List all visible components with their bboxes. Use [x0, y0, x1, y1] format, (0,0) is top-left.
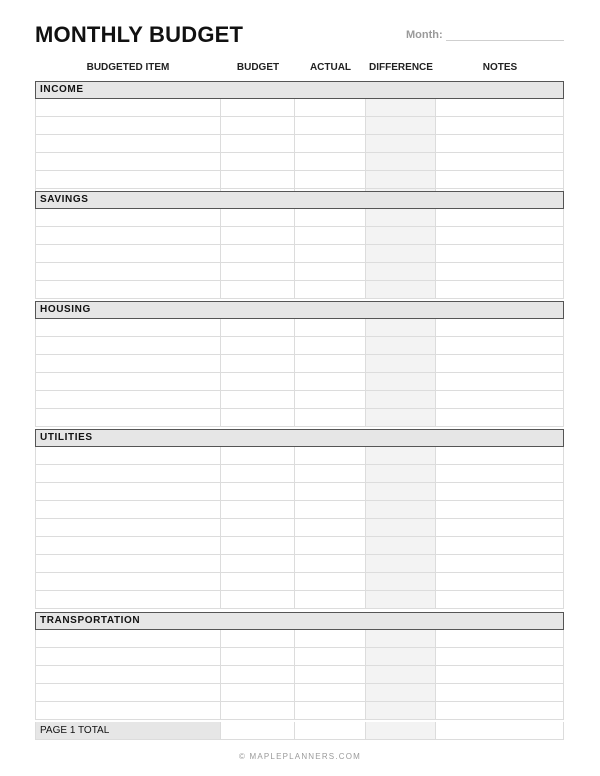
notes-cell[interactable]: [436, 447, 564, 464]
budget-cell[interactable]: [221, 648, 295, 665]
table-row: [35, 537, 564, 555]
section-header-savings: SAVINGS: [35, 191, 564, 209]
difference-cell[interactable]: [366, 153, 436, 170]
difference-cell[interactable]: [366, 245, 436, 262]
table-row: [35, 319, 564, 337]
item-cell[interactable]: [35, 355, 221, 372]
table-row: [35, 355, 564, 373]
item-cell[interactable]: [35, 245, 221, 262]
total-label: PAGE 1 TOTAL: [35, 722, 221, 739]
actual-cell[interactable]: [295, 447, 366, 464]
notes-cell[interactable]: [436, 373, 564, 390]
notes-cell[interactable]: [436, 245, 564, 262]
budget-cell[interactable]: [221, 319, 295, 336]
notes-cell[interactable]: [436, 666, 564, 683]
section-header-housing: HOUSING: [35, 301, 564, 319]
actual-cell[interactable]: [295, 630, 366, 647]
column-header-budget: BUDGET: [236, 62, 280, 73]
item-cell[interactable]: [35, 337, 221, 354]
difference-cell[interactable]: [366, 355, 436, 372]
notes-cell[interactable]: [436, 573, 564, 590]
notes-cell[interactable]: [436, 153, 564, 170]
notes-cell[interactable]: [436, 135, 564, 152]
table-row: [35, 702, 564, 720]
item-cell[interactable]: [35, 209, 221, 226]
budget-cell[interactable]: [221, 465, 295, 482]
actual-cell[interactable]: [295, 702, 366, 719]
notes-cell[interactable]: [436, 409, 564, 426]
notes-cell[interactable]: [436, 337, 564, 354]
table-row: [35, 447, 564, 465]
difference-cell[interactable]: [366, 117, 436, 134]
actual-cell[interactable]: [295, 355, 366, 372]
table-row: [35, 630, 564, 648]
budget-cell[interactable]: [221, 684, 295, 701]
table-row: [35, 648, 564, 666]
actual-cell[interactable]: [295, 171, 366, 188]
actual-cell[interactable]: [295, 537, 366, 554]
section-savings: [35, 191, 564, 299]
budget-cell[interactable]: [221, 171, 295, 188]
item-cell[interactable]: [35, 501, 221, 518]
actual-cell[interactable]: [295, 648, 366, 665]
item-cell[interactable]: [35, 409, 221, 426]
item-cell[interactable]: [35, 666, 221, 683]
table-row: [35, 409, 564, 427]
item-cell[interactable]: [35, 117, 221, 134]
budget-cell[interactable]: [221, 391, 295, 408]
actual-cell[interactable]: [295, 337, 366, 354]
budget-cell[interactable]: [221, 501, 295, 518]
difference-cell[interactable]: [366, 337, 436, 354]
difference-cell[interactable]: [366, 648, 436, 665]
budget-cell[interactable]: [221, 281, 295, 298]
section-income: [35, 81, 564, 207]
table-row: [35, 501, 564, 519]
table-row: [35, 684, 564, 702]
budget-cell[interactable]: [221, 519, 295, 536]
difference-cell[interactable]: [366, 99, 436, 116]
actual-cell[interactable]: [295, 135, 366, 152]
difference-cell[interactable]: [366, 684, 436, 701]
actual-cell[interactable]: [295, 519, 366, 536]
actual-cell[interactable]: [295, 117, 366, 134]
item-cell[interactable]: [35, 591, 221, 608]
notes-cell[interactable]: [436, 281, 564, 298]
notes-cell[interactable]: [436, 537, 564, 554]
difference-cell[interactable]: [366, 555, 436, 572]
difference-cell[interactable]: [366, 537, 436, 554]
difference-cell[interactable]: [366, 409, 436, 426]
item-cell[interactable]: [35, 555, 221, 572]
total-difference-cell[interactable]: [366, 722, 436, 739]
total-actual-cell[interactable]: [295, 722, 366, 739]
section-header-transportation: TRANSPORTATION: [35, 612, 564, 630]
notes-cell[interactable]: [436, 519, 564, 536]
table-row: [35, 337, 564, 355]
actual-cell[interactable]: [295, 99, 366, 116]
budget-cell[interactable]: [221, 373, 295, 390]
budget-cell[interactable]: [221, 591, 295, 608]
actual-cell[interactable]: [295, 227, 366, 244]
budget-cell[interactable]: [221, 555, 295, 572]
table-row: [35, 555, 564, 573]
actual-cell[interactable]: [295, 684, 366, 701]
notes-cell[interactable]: [436, 171, 564, 188]
notes-cell[interactable]: [436, 684, 564, 701]
footer-credit: © MAPLEPLANNERS.COM: [238, 752, 362, 761]
difference-cell[interactable]: [366, 391, 436, 408]
budget-cell[interactable]: [221, 117, 295, 134]
difference-cell[interactable]: [366, 135, 436, 152]
difference-cell[interactable]: [366, 263, 436, 280]
notes-cell[interactable]: [436, 227, 564, 244]
budget-cell[interactable]: [221, 702, 295, 719]
difference-cell[interactable]: [366, 447, 436, 464]
difference-cell[interactable]: [366, 519, 436, 536]
budget-cell[interactable]: [221, 263, 295, 280]
difference-cell[interactable]: [366, 171, 436, 188]
table-row: [35, 373, 564, 391]
section-header-income: INCOME: [35, 81, 564, 99]
notes-cell[interactable]: [436, 630, 564, 647]
item-cell[interactable]: [35, 648, 221, 665]
notes-cell[interactable]: [436, 319, 564, 336]
actual-cell[interactable]: [295, 555, 366, 572]
item-cell[interactable]: [35, 684, 221, 701]
notes-cell[interactable]: [436, 483, 564, 500]
difference-cell[interactable]: [366, 281, 436, 298]
item-cell[interactable]: [35, 99, 221, 116]
budget-cell[interactable]: [221, 245, 295, 262]
item-cell[interactable]: [35, 391, 221, 408]
actual-cell[interactable]: [295, 245, 366, 262]
budget-cell[interactable]: [221, 447, 295, 464]
item-cell[interactable]: [35, 281, 221, 298]
budget-cell[interactable]: [221, 337, 295, 354]
table-row: [35, 245, 564, 263]
notes-cell[interactable]: [436, 355, 564, 372]
difference-cell[interactable]: [366, 227, 436, 244]
actual-cell[interactable]: [295, 153, 366, 170]
actual-cell[interactable]: [295, 591, 366, 608]
table-row: [35, 263, 564, 281]
actual-cell[interactable]: [295, 483, 366, 500]
total-budget-cell[interactable]: [221, 722, 295, 739]
difference-cell[interactable]: [366, 630, 436, 647]
budget-cell[interactable]: [221, 666, 295, 683]
budget-cell[interactable]: [221, 537, 295, 554]
table-row: [35, 171, 564, 189]
difference-cell[interactable]: [366, 666, 436, 683]
actual-cell[interactable]: [295, 281, 366, 298]
item-cell[interactable]: [35, 573, 221, 590]
difference-cell[interactable]: [366, 465, 436, 482]
month-label: Month:: [406, 29, 443, 41]
table-row: [35, 99, 564, 117]
difference-cell[interactable]: [366, 501, 436, 518]
table-row: [35, 591, 564, 609]
table-row: [35, 281, 564, 299]
actual-cell[interactable]: [295, 209, 366, 226]
notes-cell[interactable]: [436, 591, 564, 608]
section-utilities: [35, 429, 564, 609]
table-row: [35, 209, 564, 227]
item-cell[interactable]: [35, 135, 221, 152]
table-row: [35, 519, 564, 537]
total-section: [35, 722, 564, 740]
difference-cell[interactable]: [366, 209, 436, 226]
budget-cell[interactable]: [221, 573, 295, 590]
item-cell[interactable]: [35, 465, 221, 482]
budget-cell[interactable]: [221, 209, 295, 226]
difference-cell[interactable]: [366, 319, 436, 336]
item-cell[interactable]: [35, 373, 221, 390]
item-cell[interactable]: [35, 630, 221, 647]
table-row: [35, 465, 564, 483]
budget-cell[interactable]: [221, 99, 295, 116]
notes-cell[interactable]: [436, 117, 564, 134]
actual-cell[interactable]: [295, 319, 366, 336]
actual-cell[interactable]: [295, 391, 366, 408]
column-header-actual: ACTUAL: [309, 62, 352, 73]
item-cell[interactable]: [35, 702, 221, 719]
table-row: [35, 666, 564, 684]
notes-cell[interactable]: [436, 465, 564, 482]
total-notes-cell[interactable]: [436, 722, 564, 739]
item-cell[interactable]: [35, 519, 221, 536]
difference-cell[interactable]: [366, 483, 436, 500]
budget-cell[interactable]: [221, 153, 295, 170]
table-row: [35, 117, 564, 135]
budget-cell[interactable]: [221, 483, 295, 500]
budget-cell[interactable]: [221, 409, 295, 426]
section-housing: [35, 301, 564, 427]
notes-cell[interactable]: [436, 555, 564, 572]
notes-cell[interactable]: [436, 263, 564, 280]
table-row: [35, 391, 564, 409]
page-title: MONTHLY BUDGET: [35, 22, 244, 47]
actual-cell[interactable]: [295, 409, 366, 426]
section-header-utilities: UTILITIES: [35, 429, 564, 447]
item-cell[interactable]: [35, 227, 221, 244]
column-header-notes: NOTES: [482, 62, 518, 73]
table-row: [35, 227, 564, 245]
column-header-budgeted-item: BUDGETED ITEM: [86, 62, 170, 73]
actual-cell[interactable]: [295, 666, 366, 683]
notes-cell[interactable]: [436, 99, 564, 116]
actual-cell[interactable]: [295, 501, 366, 518]
table-row: [35, 573, 564, 591]
notes-cell[interactable]: [436, 391, 564, 408]
actual-cell[interactable]: [295, 373, 366, 390]
actual-cell[interactable]: [295, 465, 366, 482]
notes-cell[interactable]: [436, 501, 564, 518]
table-row: [35, 135, 564, 153]
item-cell[interactable]: [35, 153, 221, 170]
budget-cell[interactable]: [221, 227, 295, 244]
item-cell[interactable]: [35, 319, 221, 336]
notes-cell[interactable]: [436, 702, 564, 719]
section-transportation: [35, 612, 564, 720]
budget-cell[interactable]: [221, 355, 295, 372]
item-cell[interactable]: [35, 263, 221, 280]
notes-cell[interactable]: [436, 209, 564, 226]
budget-cell[interactable]: [221, 630, 295, 647]
actual-cell[interactable]: [295, 573, 366, 590]
month-field[interactable]: [446, 40, 564, 41]
difference-cell[interactable]: [366, 591, 436, 608]
table-row: [35, 153, 564, 171]
item-cell[interactable]: [35, 537, 221, 554]
total-row: [35, 722, 564, 740]
difference-cell[interactable]: [366, 373, 436, 390]
difference-cell[interactable]: [366, 573, 436, 590]
notes-cell[interactable]: [436, 648, 564, 665]
budget-cell[interactable]: [221, 135, 295, 152]
column-header-difference: DIFFERENCE: [369, 62, 433, 73]
table-row: [35, 483, 564, 501]
item-cell[interactable]: [35, 171, 221, 188]
item-cell[interactable]: [35, 483, 221, 500]
difference-cell[interactable]: [366, 702, 436, 719]
actual-cell[interactable]: [295, 263, 366, 280]
item-cell[interactable]: [35, 447, 221, 464]
